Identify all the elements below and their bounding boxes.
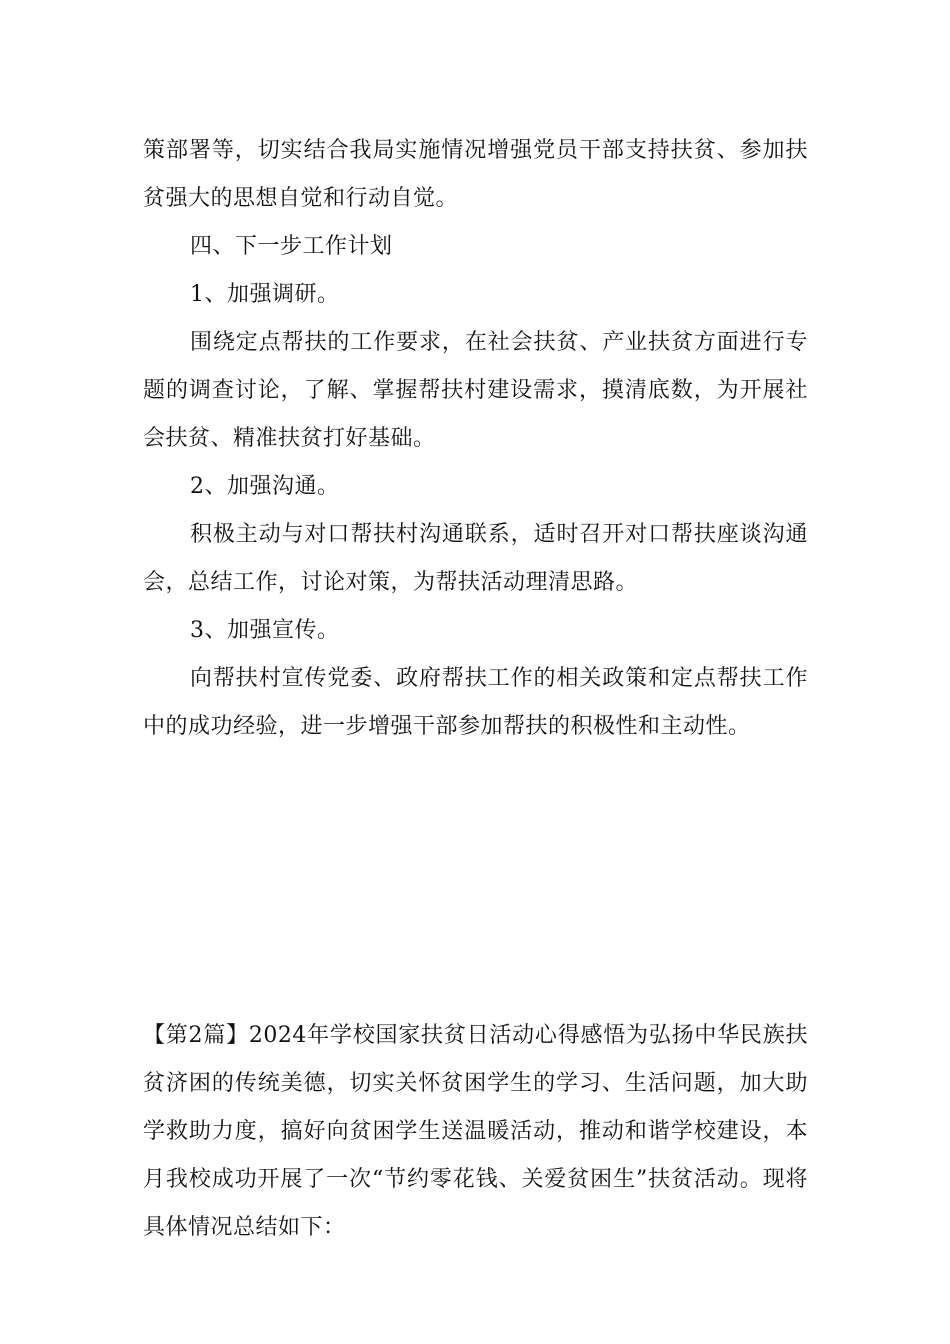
document-section-2 [143,1012,808,1252]
item-body-1: 围绕定点帮扶的工作要求，在社会扶贫、产业扶贫方面进行专题的调查讨论，了解、掌握帮扶村建设需求，摸清底数，为开展社会扶贫、精准扶贫打好基础。 [143,330,808,451]
item-title-1: 1、加强调研。 [190,282,340,307]
item-title-3: 3、加强宣传。 [190,618,340,643]
section-heading: 四、下一步工作计划 [190,234,393,259]
article-2-paragraph: 【第2篇】2024年学校国家扶贫日活动心得感悟为弘扬中华民族扶贫济困的传统美德，切实关怀贫困学生的学习、生活问题，加大助学救助力度，搞好向贫困学生送温暖活动，推动和谐学校建设，本月我校成功开展了一次“节约零花钱、关爱贫困生”扶贫活动。现将具体情况总结如下： [143,1023,808,1240]
document-section-1 [143,127,808,751]
item-body-3: 向帮扶村宣传党委、政府帮扶工作的相关政策和定点帮扶工作中的成功经验，进一步增强干部参加帮扶的积极性和主动性。 [143,666,808,739]
item-body-2: 积极主动与对口帮扶村沟通联系，适时召开对口帮扶座谈沟通会，总结工作，讨论对策，为帮扶活动理清思路。 [143,522,808,595]
item-title-2: 2、加强沟通。 [190,474,340,499]
paragraph-continuation: 策部署等，切实结合我局实施情况增强党员干部支持扶贫、参加扶贫强大的思想自觉和行动自觉。 [143,138,808,211]
